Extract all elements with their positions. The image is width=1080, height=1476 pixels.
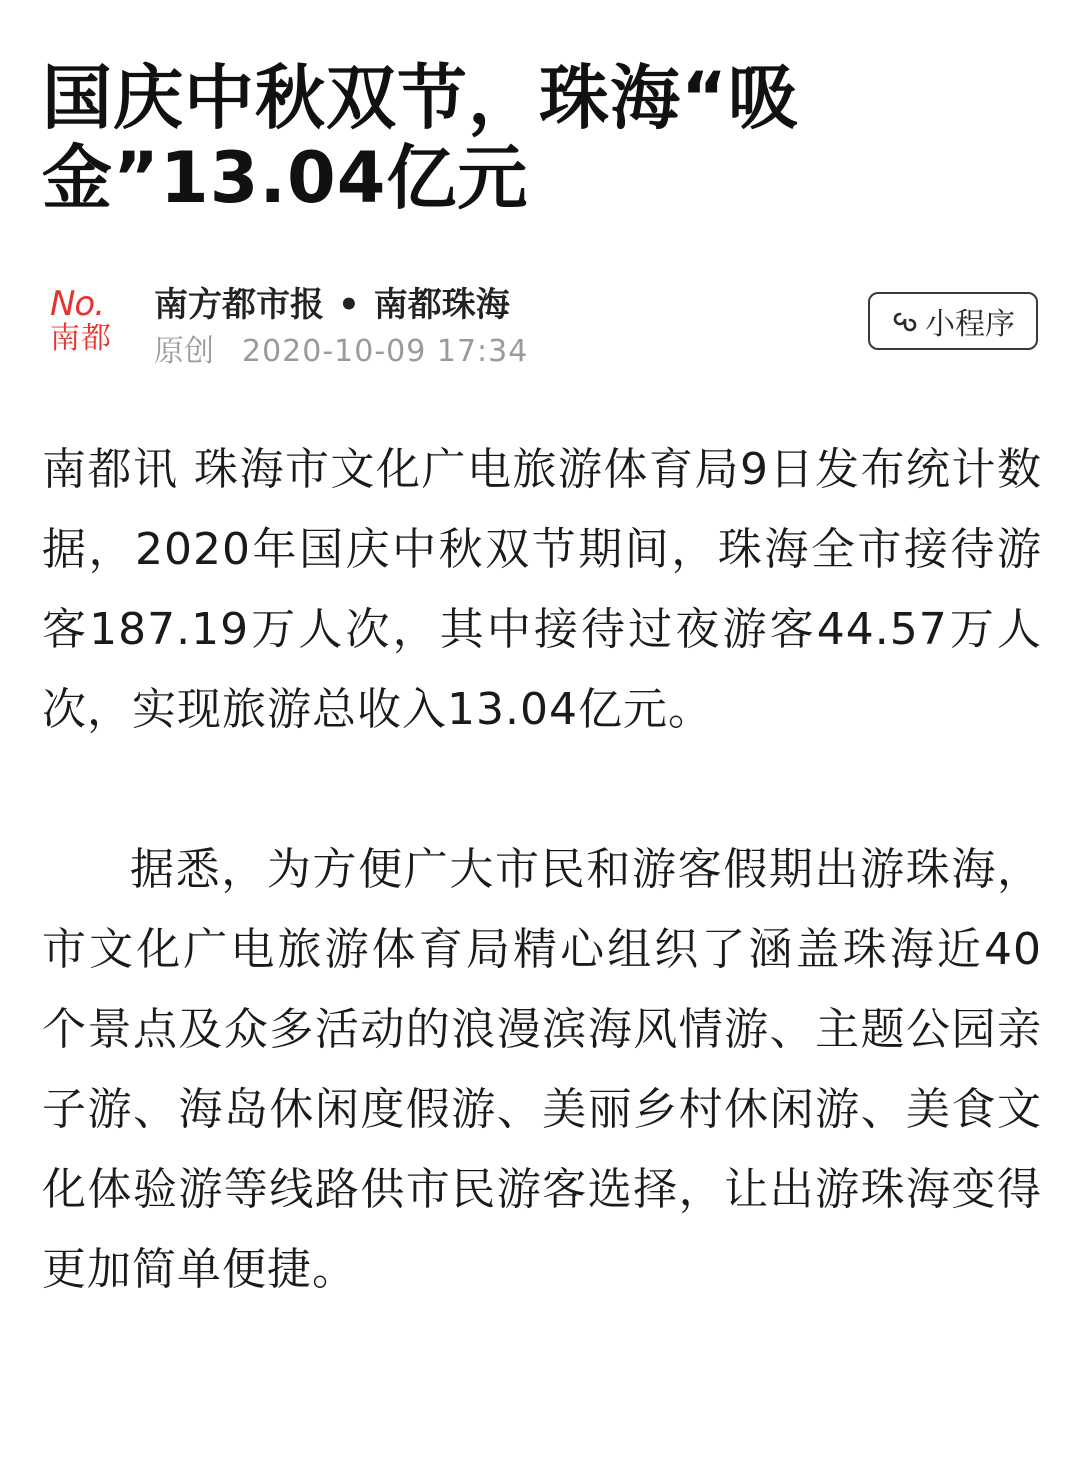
article-body: [42, 430, 1042, 1310]
article-paragraph: 据悉，为方便广大市民和游客假期出游珠海，市文化广电旅游体育局精心组织了涵盖珠海近40个景点及众多活动的浪漫滨海风情游、主题公园亲子游、海岛休闲度假游、美丽乡村休闲游、美食文化体验游等线路供市民游客选择，让出游珠海变得更加简单便捷。: [42, 844, 1042, 1295]
article-title: 国庆中秋双节，珠海“吸金”13.04亿元: [42, 57, 800, 219]
article-paragraph: 南都讯 珠海市文化广电旅游体育局9日发布统计数据，2020年国庆中秋双节期间，珠海全市接待游客187.19万人次，其中接待过夜游客44.57万人次，实现旅游总收入13.04亿元。: [42, 444, 1042, 735]
original-tag: 原创: [154, 334, 214, 369]
publisher-logo[interactable]: [50, 286, 126, 366]
article-subline: [154, 334, 528, 370]
logo-text-top: No.: [50, 284, 105, 324]
publisher-name[interactable]: 南方都市报: [154, 285, 324, 325]
article-meta: [42, 280, 1042, 380]
mini-program-icon: [891, 306, 921, 336]
mini-program-button[interactable]: [868, 292, 1038, 350]
publish-datetime: 2020-10-09 17:34: [242, 334, 529, 369]
publisher-separator: •: [338, 285, 360, 325]
publisher-column[interactable]: 南都珠海: [373, 285, 510, 325]
publisher-line[interactable]: [154, 284, 510, 326]
logo-text-bottom: 南都: [50, 321, 112, 356]
mini-program-label: 小程序: [925, 307, 1015, 342]
